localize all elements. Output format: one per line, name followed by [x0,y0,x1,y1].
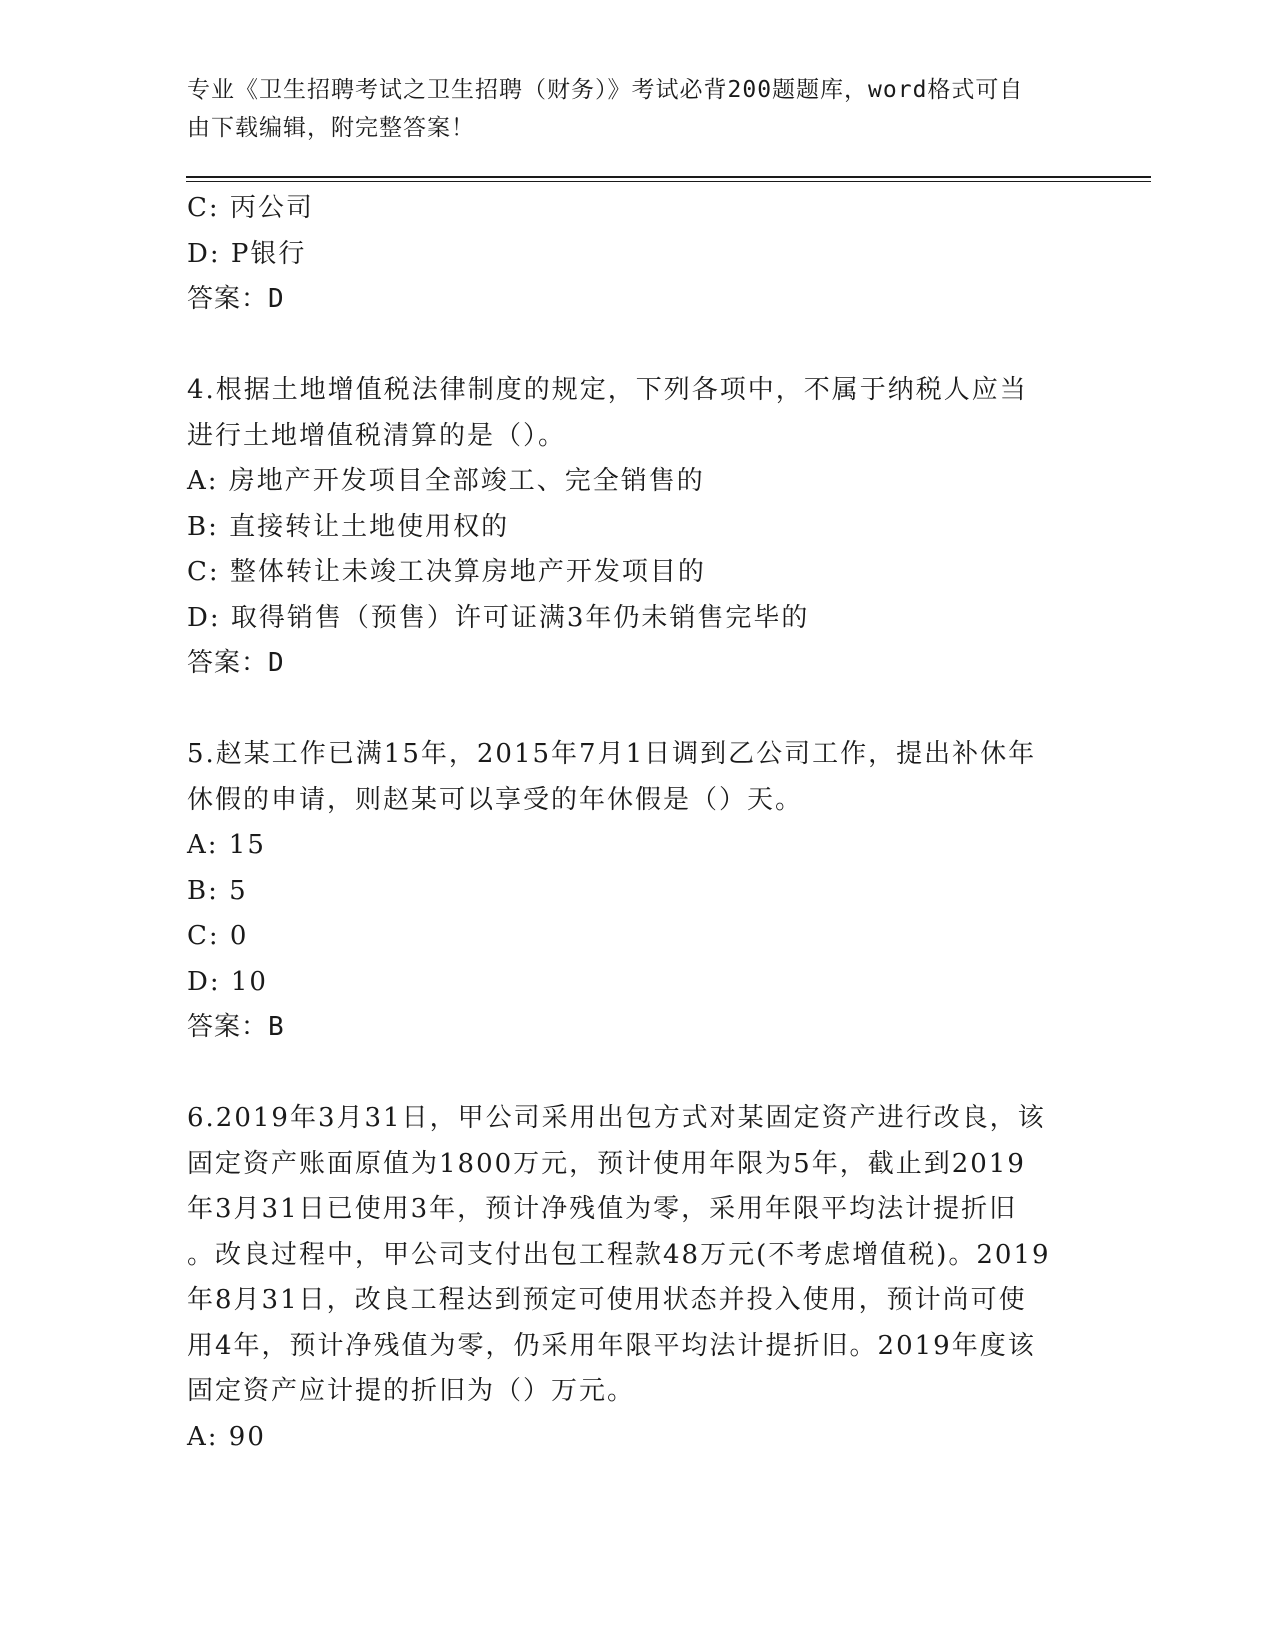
option-b: B: 5 [187,875,248,906]
question-content [187,186,1087,1460]
question-stem-line: 固定资产账面原值为1800万元，预计使用年限为5年，截止到2019 [187,1148,1026,1179]
question-stem-line: 年3月31日已使用3年，预计净残值为零，采用年限平均法计提折旧 [187,1194,1018,1224]
question-stem-line: 5.赵某工作已满15年，2015年7月1日调到乙公司工作，提出补休年 [187,739,1037,769]
option-a: A: 15 [187,830,266,860]
option-d: D: 10 [187,966,268,997]
question-spacer [187,1051,1087,1097]
answer-label: 答案：D [187,284,285,314]
answer-label: 答案：D [187,648,285,678]
option-c: C: 整体转让未竣工决算房地产开发项目的 [187,557,706,587]
header-line-2: 由下载编辑，附完整答案！ [187,115,475,141]
header-line-1: 专业《卫生招聘考试之卫生招聘（财务）》考试必背200题题库，word格式可自 [187,77,1024,103]
option-d: D: 取得销售（预售）许可证满3年仍未销售完毕的 [187,602,810,633]
question-stem-line: 用4年，预计净残值为零，仍采用年限平均法计提折旧。2019年度该 [187,1330,1036,1361]
question-stem-line: 6.2019年3月31日，甲公司采用出包方式对某固定资产进行改良，该 [187,1103,1046,1133]
header-divider-thick [186,176,1151,178]
question-4 [187,368,1087,687]
question-stem-line: 年8月31日，改良工程达到预定可使用状态并投入使用，预计尚可使 [187,1285,1027,1315]
question-6 [187,1096,1087,1460]
option-c: C: 丙公司 [187,193,314,223]
header-divider-thin [186,181,1151,182]
question-spacer [187,323,1087,369]
question-spacer [187,687,1087,733]
option-c: C: 0 [187,921,249,951]
question-5 [187,732,1087,1051]
option-a: A: 房地产开发项目全部竣工、完全销售的 [187,466,705,496]
question-stem-line: 休假的申请，则赵某可以享受的年休假是（）天。 [187,784,804,815]
option-a: A: 90 [187,1421,266,1452]
question-stem-line: 固定资产应计提的折旧为（）万元。 [187,1376,636,1406]
question-stem-line: 进行土地增值税清算的是（）。 [187,420,567,451]
document-header [187,71,1087,147]
option-b: B: 直接转让土地使用权的 [187,511,510,542]
question-stem-line: 4.根据土地增值税法律制度的规定，下列各项中，不属于纳税人应当 [187,375,1028,405]
option-d: D: P银行 [187,238,307,269]
question-stem-line: 。改良过程中，甲公司支付出包工程款48万元(不考虑增值税)。2019 [187,1239,1051,1270]
question-3-tail [187,186,1087,323]
answer-label: 答案：B [187,1012,285,1042]
